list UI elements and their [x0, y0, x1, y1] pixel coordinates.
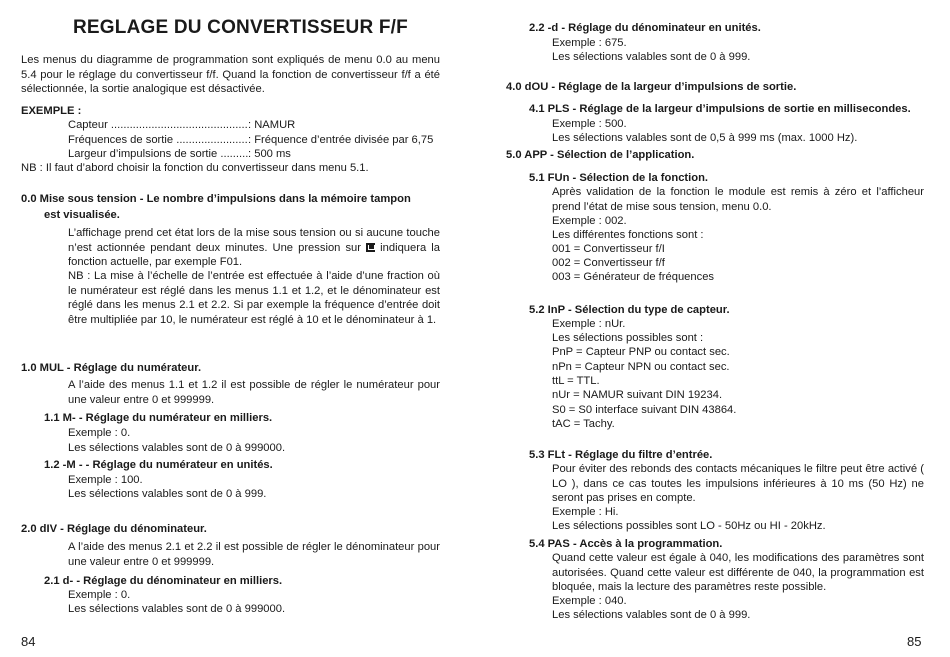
section-0-0-heading-cont: est visualisée. — [44, 209, 120, 221]
section-1-1-selections: Les sélections valables sont de 0 à 999000. — [68, 442, 286, 454]
example-row-largeur: Largeur d’impulsions de sortie ..... : 500 ms — [68, 147, 448, 162]
section-5-1-example: Exemple : 002. — [552, 215, 627, 227]
section-4-1-example: Exemple : 500. — [552, 118, 627, 130]
section-2-2-selections: Les sélections valables sont de 0 à 999. — [552, 51, 751, 63]
section-5-4-selections: Les sélections valables sont de 0 à 999. — [552, 609, 751, 621]
function-option: 002 = Convertisseur f/f — [552, 257, 665, 269]
function-option: 003 = Générateur de fréquences — [552, 271, 715, 283]
section-5-4-heading: 5.4 PAS - Accès à la programmation. — [529, 538, 723, 550]
section-0-0-text: L’affichage prend cet état lors de la mise sous tension ou si aucune touche n’est actionnée pendant deux minutes. Une pression sur indiquera la fonction actuelle, par exemple F01. — [68, 227, 440, 269]
sensor-option: nPn = Capteur NPN ou contact sec. — [552, 361, 730, 373]
sensor-option: S0 = S0 interface suivant DIN 43864. — [552, 404, 737, 416]
section-2-1-example: Exemple : 0. — [68, 589, 131, 601]
section-1-0-text: A l’aide des menus 1.1 et 1.2 il est possible de régler le numérateur pour une valeur entre 0 et 999999. — [68, 379, 440, 406]
section-2-1-selections: Les sélections valables sont de 0 à 999000. — [68, 603, 286, 615]
section-1-1-heading: 1.1 M- - Réglage du numérateur en milliers. — [44, 412, 273, 424]
section-5-1-heading: 5.1 FUn - Sélection de la fonction. — [529, 172, 709, 184]
section-4-0-heading: 4.0 dOU - Réglage de la largeur d’impulsions de sortie. — [506, 81, 797, 93]
intro-paragraph: Les menus du diagramme de programmation sont expliqués de menu 0.0 au menu 5.4 pour le réglage du convertisseur f/f. Quand la fonction de convertisseur f/f a été sélectionnée, la sortie analogique est désactivée. — [21, 54, 440, 96]
enter-key-icon — [366, 243, 375, 252]
section-5-3-heading: 5.3 FLt - Réglage du filtre d’entrée. — [529, 449, 713, 461]
section-2-2-heading: 2.2 -d - Réglage du dénominateur en unités. — [529, 22, 761, 34]
section-0-0-heading: 0.0 Mise sous tension - Le nombre d’impulsions dans la mémoire tampon — [21, 193, 411, 205]
example-list — [68, 118, 448, 162]
section-1-2-heading: 1.2 -M - - Réglage du numérateur en unités. — [44, 459, 273, 471]
section-2-2-example: Exemple : 675. — [552, 37, 627, 49]
section-5-4-text: Quand cette valeur est égale à 040, les modifications des paramètres sont autorisées. Quand cette valeur est différente de 040, la programmation est bloquée, mais la lecture des paramètres reste possible. — [552, 552, 924, 594]
section-5-4-example: Exemple : 040. — [552, 595, 627, 607]
example-heading: EXEMPLE : — [21, 105, 82, 117]
example-row-frequences: Fréquences de sortie ..... : Fréquence d’entrée divisée par 6,75 — [68, 133, 448, 148]
section-1-0-heading: 1.0 MUL - Réglage du numérateur. — [21, 362, 202, 374]
section-2-1-heading: 2.1 d- - Réglage du dénominateur en milliers. — [44, 575, 283, 587]
section-5-2-heading: 5.2 InP - Sélection du type de capteur. — [529, 304, 730, 316]
example-row-capteur: Capteur ..... : NAMUR — [68, 118, 448, 133]
section-5-0-heading: 5.0 APP - Sélection de l’application. — [506, 149, 695, 161]
section-1-1-example: Exemple : 0. — [68, 427, 131, 439]
section-4-1-selections: Les sélections valables sont de 0,5 à 999 ms (max. 1000 Hz). — [552, 132, 858, 144]
section-5-3-text: Pour éviter des rebonds des contacts mécaniques le filtre peut être activé ( LO ), dans ce cas toutes les impulsions inférieures à 10 ms (50 Hz) ne seront pas prises en compte. — [552, 463, 924, 505]
section-2-0-heading: 2.0 dIV - Réglage du dénominateur. — [21, 523, 207, 535]
function-option: 001 = Convertisseur f/I — [552, 243, 665, 255]
section-5-1-list-intro: Les différentes fonctions sont : — [552, 229, 704, 241]
section-1-2-example: Exemple : 100. — [68, 474, 143, 486]
page-number-right: 85 — [907, 634, 922, 649]
section-5-3-selections: Les sélections possibles sont LO - 50Hz ou HI - 20kHz. — [552, 520, 826, 532]
sensor-option: PnP = Capteur PNP ou contact sec. — [552, 346, 730, 358]
section-0-0-nb: NB : La mise à l’échelle de l’entrée est effectuée à l’aide d’une fraction où le numérateur est réglé dans les menus 1.1 et 1.2, et le dénominateur est réglé dans les menus 2.1 et 2.2. Si par exemple la fréquence d’entrée doit être multipliée par 10, le numérateur est réglé à 10 et le dénominateur à 1. — [68, 270, 440, 326]
section-5-2-example: Exemple : nUr. — [552, 318, 626, 330]
sensor-option: nUr = NAMUR suivant DIN 19234. — [552, 389, 723, 401]
section-5-3-example: Exemple : Hi. — [552, 506, 619, 518]
section-1-2-selections: Les sélections valables sont de 0 à 999. — [68, 488, 267, 500]
page-number-left: 84 — [21, 634, 36, 649]
section-4-1-heading: 4.1 PLS - Réglage de la largeur d’impulsions de sortie en millisecondes. — [529, 103, 911, 115]
sensor-option: ttL = TTL. — [552, 375, 600, 387]
right-page — [475, 0, 950, 657]
page-title: REGLAGE DU CONVERTISSEUR F/F — [73, 17, 408, 38]
nb-note: NB : Il faut d’abord choisir la fonction du convertisseur dans menu 5.1. — [21, 162, 369, 174]
section-5-1-text: Après validation de la fonction le module est remis à zéro et l’afficheur prend l’état de mise sous tension, menu 0.0. — [552, 186, 924, 213]
sensor-option: tAC = Tachy. — [552, 418, 615, 430]
section-5-2-list-intro: Les sélections possibles sont : — [552, 332, 704, 344]
section-2-0-text: A l’aide des menus 2.1 et 2.2 il est possible de régler le dénominateur pour une valeur entre 0 et 999999. — [68, 541, 440, 568]
